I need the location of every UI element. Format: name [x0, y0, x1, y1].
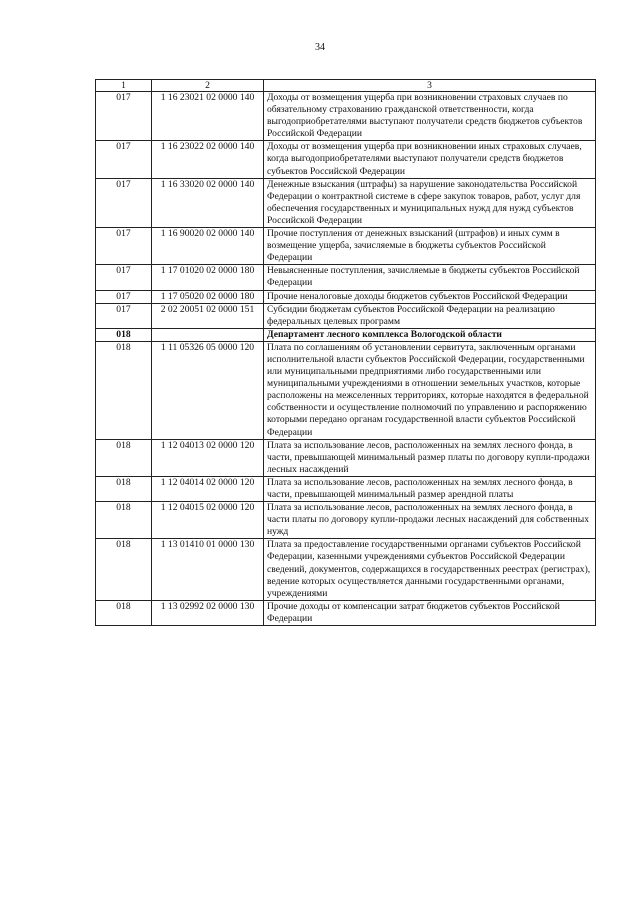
- admin-code-cell: 018: [96, 539, 152, 600]
- budget-code-cell: 1 16 23021 02 0000 140: [152, 92, 264, 141]
- header-col-3: 3: [264, 80, 596, 92]
- header-col-2: 2: [152, 80, 264, 92]
- admin-code-cell: 017: [96, 290, 152, 303]
- table-row: [96, 228, 596, 265]
- income-name-cell: Плата за предоставление государственными органами субъектов Российской Федерации, казенными учреждениями субъектов Российской Федерации сведений, документов, содержащихся в государственных реестрах (регистрах), ведение которых осуществляется данными государственными органами, учреждениями: [264, 539, 596, 600]
- admin-code-cell: 017: [96, 228, 152, 265]
- income-name-cell: Плата за использование лесов, расположенных на землях лесного фонда, в части, превышающей минимальный размер арендной платы: [264, 476, 596, 501]
- table-row: [96, 439, 596, 476]
- income-name-cell: Субсидии бюджетам субъектов Российской Федерации на реализацию федеральных целевых программ: [264, 303, 596, 328]
- table-row: [96, 92, 596, 141]
- table-row: [96, 265, 596, 290]
- budget-code-cell: 2 02 20051 02 0000 151: [152, 303, 264, 328]
- income-name-cell: Денежные взыскания (штрафы) за нарушение законодательства Российской Федерации о контрактной системе в сфере закупок товаров, работ, услуг для обеспечения государственных и муниципальных нужд для нужд субъектов Российской Федерации: [264, 178, 596, 227]
- income-name-cell: Прочие поступления от денежных взысканий (штрафов) и иных сумм в возмещение ущерба, зачисляемые в бюджеты субъектов Российской Федерации: [264, 228, 596, 265]
- table-row: [96, 600, 596, 625]
- table-row: [96, 341, 596, 439]
- page-number: 34: [315, 42, 325, 53]
- income-name-cell: Плата за использование лесов, расположенных на землях лесного фонда, в части, превышающей минимальный размер платы по договору купли-продажи лесных насаждений: [264, 439, 596, 476]
- income-name-cell: Плата по соглашениям об установлении сервитута, заключенным органами исполнительной власти субъектов Российской Федерации, государственными или муниципальными предприятиями либо государственными или муниципальными учреждениями в отношении земельных участков, которые расположены на межселенных территориях, которые находятся в федеральной собственности и осуществление полномочий по управлению и распоряжению которыми передано органам государственной власти субъектов Российской Федерации: [264, 341, 596, 439]
- admin-code-cell: 018: [96, 328, 152, 341]
- admin-code-cell: 017: [96, 303, 152, 328]
- budget-code-cell: 1 12 04014 02 0000 120: [152, 476, 264, 501]
- budget-code-cell: 1 17 05020 02 0000 180: [152, 290, 264, 303]
- admin-code-cell: 018: [96, 600, 152, 625]
- income-name-cell: Плата за использование лесов, расположенных на землях лесного фонда, в части платы по договору купли-продажи лесных насаждений для собственных нужд: [264, 502, 596, 539]
- table-row: [96, 476, 596, 501]
- budget-codes-table: [95, 79, 596, 626]
- budget-code-cell: [152, 328, 264, 341]
- budget-code-cell: 1 16 33020 02 0000 140: [152, 178, 264, 227]
- budget-code-cell: 1 12 04015 02 0000 120: [152, 502, 264, 539]
- budget-code-cell: 1 13 02992 02 0000 130: [152, 600, 264, 625]
- admin-code-cell: 017: [96, 178, 152, 227]
- budget-code-cell: 1 13 01410 01 0000 130: [152, 539, 264, 600]
- income-name-cell: Прочие доходы от компенсации затрат бюджетов субъектов Российской Федерации: [264, 600, 596, 625]
- budget-code-cell: 1 12 04013 02 0000 120: [152, 439, 264, 476]
- income-name-cell: Невыясненные поступления, зачисляемые в бюджеты субъектов Российской Федерации: [264, 265, 596, 290]
- section-header-row: [96, 328, 596, 341]
- table-row: [96, 539, 596, 600]
- admin-code-cell: 017: [96, 265, 152, 290]
- header-row: [96, 80, 596, 92]
- admin-code-cell: 018: [96, 439, 152, 476]
- income-name-cell: Доходы от возмещения ущерба при возникновении иных страховых случаев, когда выгодоприобретателями выступают получатели средств бюджетов субъектов Российской Федерации: [264, 141, 596, 178]
- table-row: [96, 502, 596, 539]
- admin-code-cell: 017: [96, 141, 152, 178]
- table-row: [96, 290, 596, 303]
- admin-code-cell: 018: [96, 341, 152, 439]
- income-name-cell: Прочие неналоговые доходы бюджетов субъектов Российской Федерации: [264, 290, 596, 303]
- budget-code-cell: 1 11 05326 05 0000 120: [152, 341, 264, 439]
- income-name-cell: Доходы от возмещения ущерба при возникновении страховых случаев по обязательному страхованию гражданской ответственности, когда выгодоприобретателями выступают получатели средств бюджетов субъектов Российской Федерации: [264, 92, 596, 141]
- table-row: [96, 303, 596, 328]
- budget-code-cell: 1 17 01020 02 0000 180: [152, 265, 264, 290]
- admin-code-cell: 018: [96, 502, 152, 539]
- table-row: [96, 178, 596, 227]
- header-col-1: 1: [96, 80, 152, 92]
- budget-code-cell: 1 16 90020 02 0000 140: [152, 228, 264, 265]
- department-name-cell: Департамент лесного комплекса Вологодской области: [264, 328, 596, 341]
- admin-code-cell: 018: [96, 476, 152, 501]
- admin-code-cell: 017: [96, 92, 152, 141]
- budget-code-cell: 1 16 23022 02 0000 140: [152, 141, 264, 178]
- table-row: [96, 141, 596, 178]
